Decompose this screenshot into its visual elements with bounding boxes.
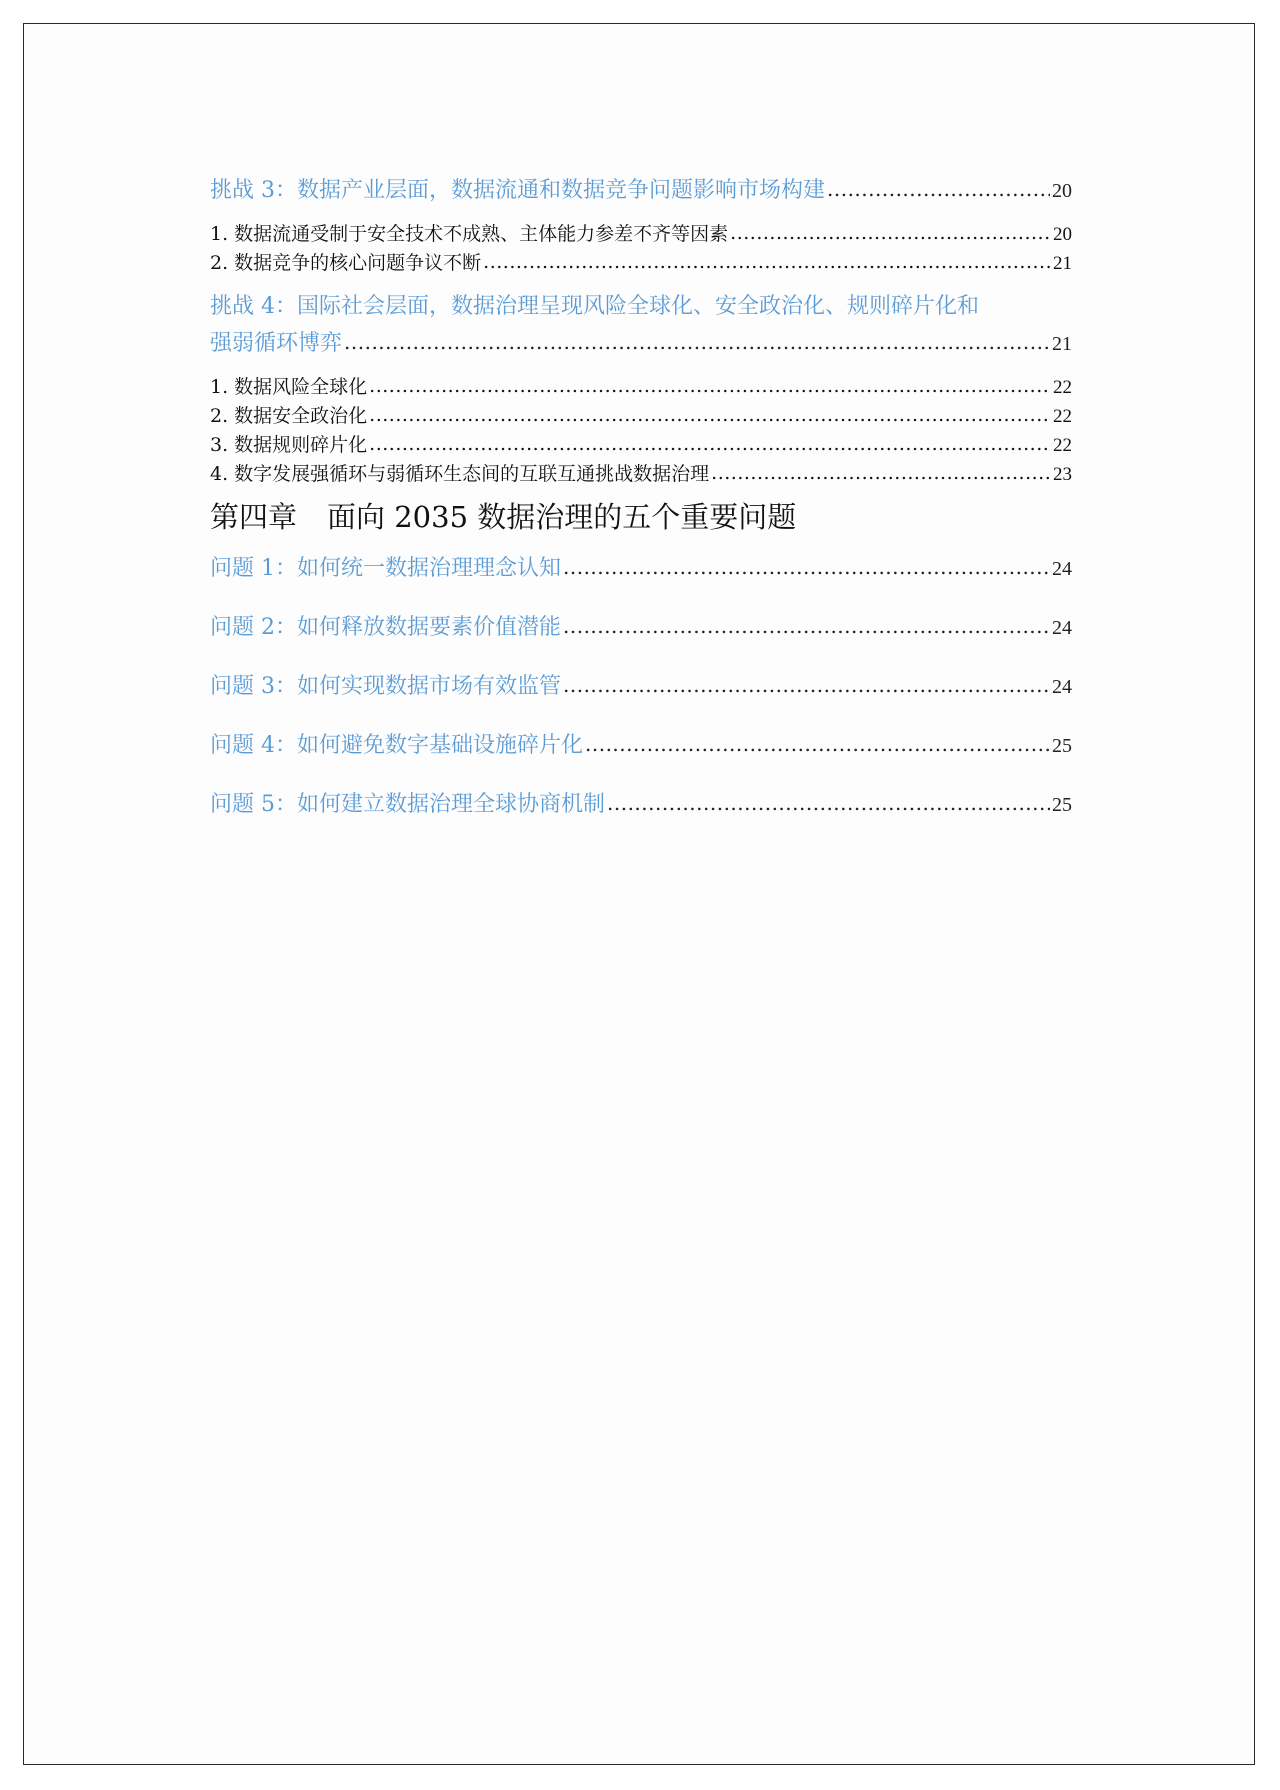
dot-leader (711, 459, 1051, 488)
toc-entry-question-5[interactable] (210, 789, 1072, 820)
toc-entry-title: 1. 数据流通受制于安全技术不成熟、主体能力参差不齐等因素 (210, 223, 729, 245)
chapter-heading[interactable] (210, 497, 1072, 537)
dot-leader (369, 401, 1051, 430)
toc-page-number: 22 (1053, 377, 1072, 398)
toc-entry-title: 问题 2：如何释放数据要素价值潜能 (210, 615, 561, 640)
toc-page-number: 20 (1053, 224, 1072, 245)
toc-entry-title: 2. 数据竞争的核心问题争议不断 (210, 252, 482, 274)
toc-entry-title: 强弱循环博弈 (210, 331, 343, 356)
toc-subentry[interactable] (210, 460, 1072, 489)
toc-page-number: 21 (1053, 253, 1072, 274)
toc-entry-challenge-4-line1[interactable]: 挑战 4：国际社会层面，数据治理呈现风险全球化、安全政治化、规则碎片化和 (210, 294, 979, 319)
toc-entry-question-2[interactable] (210, 612, 1072, 643)
dot-leader (563, 670, 1050, 700)
toc-subentry[interactable] (210, 402, 1072, 431)
toc-entry-title: 问题 3：如何实现数据市场有效监管 (210, 674, 561, 699)
toc-page-number: 25 (1052, 794, 1072, 816)
dot-leader (585, 729, 1050, 759)
dot-leader (483, 248, 1051, 277)
toc-entry-challenge-3[interactable] (210, 175, 1072, 206)
toc-page-number: 24 (1052, 558, 1072, 580)
dot-leader (563, 611, 1050, 641)
dot-leader (730, 219, 1051, 248)
toc-subentry[interactable] (210, 220, 1072, 249)
dot-leader (369, 372, 1051, 401)
toc-entry-title: 问题 4：如何避免数字基础设施碎片化 (210, 733, 583, 758)
toc-entry-challenge-4[interactable] (210, 328, 1072, 359)
table-of-contents (210, 175, 1072, 820)
toc-entry-title: 3. 数据规则碎片化 (210, 434, 368, 456)
toc-page-number: 22 (1053, 406, 1072, 427)
toc-page-number: 22 (1053, 435, 1072, 456)
toc-subentry[interactable] (210, 373, 1072, 402)
toc-page-number: 25 (1052, 735, 1072, 757)
toc-subentry[interactable] (210, 249, 1072, 278)
toc-page-number: 23 (1053, 464, 1072, 485)
chapter-title: 面向 2035 数据治理的五个重要问题 (327, 500, 797, 534)
toc-page-number: 24 (1052, 676, 1072, 698)
chapter-label: 第四章 (210, 500, 298, 534)
toc-entry-title: 问题 1：如何统一数据治理理念认知 (210, 556, 561, 581)
toc-page-number: 21 (1052, 333, 1072, 355)
dot-leader (607, 788, 1050, 818)
toc-entry-question-1[interactable] (210, 553, 1072, 584)
toc-entry-title: 2. 数据安全政治化 (210, 405, 368, 427)
toc-entry-title: 挑战 3：数据产业层面，数据流通和数据竞争问题影响市场构建 (210, 178, 825, 203)
dot-leader (563, 552, 1050, 582)
toc-entry-question-4[interactable] (210, 730, 1072, 761)
toc-entry-title: 4. 数字发展强循环与弱循环生态间的互联互通挑战数据治理 (210, 463, 710, 485)
toc-page-number: 20 (1052, 180, 1072, 202)
toc-entry-question-3[interactable] (210, 671, 1072, 702)
dot-leader (369, 430, 1051, 459)
toc-page-number: 24 (1052, 617, 1072, 639)
toc-entry-title: 1. 数据风险全球化 (210, 376, 368, 398)
dot-leader (344, 327, 1050, 357)
toc-entry-title: 问题 5：如何建立数据治理全球协商机制 (210, 792, 605, 817)
toc-subentry[interactable] (210, 431, 1072, 460)
dot-leader (827, 174, 1050, 204)
